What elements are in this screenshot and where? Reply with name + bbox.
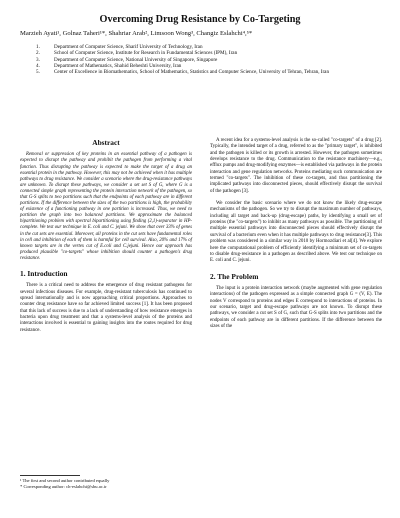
introduction-text: There is a critical need to address the emergence of drug resistant pathogens for several infectious diseases. For example, drug-resistant tuberculosis has continued to spread internationally and is now approaching critical proportions. Approaches to counter drug resistance have so far achieved limited success [1]. It has been proposed that this lack of success is due to a lack of understanding of how resistance emerges in bacteria upon drug treatment and that a systems-level analysis of the proteins and interactions involved is essential to gaining insights into the routes required for drug resistance. bbox=[20, 283, 192, 333]
affiliation-list bbox=[36, 44, 366, 75]
body-paragraph: A recent idea for a systems-level analysis is the so-called "co-targets" of a drug [2]. Typically, the intended target of a drug, referred to as the "primary target", is inhibited and the pathogen is killed or its growth is arrested. However, the pathogen sometimes develops resistance to the drug. Communication to the resistance machinery—e.g., efflux pumps and drug-modifying enzymes—is established via pathways in the protein interaction and gene regulation networks. Proteins mediating such communication are termed "co-targets". The inhibition of these co-targets, and thus partitioning the implicated pathways into disconnected pieces, should effectively disrupt the survival of the pathogen [3]. bbox=[210, 138, 382, 194]
abstract-heading: Abstract bbox=[92, 138, 120, 147]
footnote-divider bbox=[20, 475, 80, 476]
affiliation-item: 2. School of Computer Science, Institute for Research in Fundamental Sciences (IPM), Iran bbox=[36, 50, 238, 57]
affiliation-item: 5. Center of Excellence in Biomathematics, School of Mathematics, Statistics and Computer Science, University of Tehran, Tehran, Iran bbox=[36, 69, 330, 76]
body-paragraph: We consider the basic scenario where we do not know the likely drug-escape mechanisms of the pathogen. So we try to disrupt the maximum number of pathways, including all target and back-up (drug-escape) paths, by identifying a small set of proteins (the "co-targets") to inhibit as many pathways as possible. The partitioning of multiple essential pathways into disconnected pieces should effectively disrupt the survival of a bacterium even when it has multiple pathways to drug resistance[3]. This problem was considered in a similar way in 2010 by Hormozdiari et al[4]. We explore here the computational problem of efficiently identifying a minimum set of co-targets to disable drug-resistance in a pathogen as described above. We test our technique on E. coli and C. jejuni. bbox=[210, 201, 382, 264]
footnote: ¹ The first and second author contributed equally bbox=[20, 478, 110, 483]
affiliation-item: 3. Department of Computer Science, National University of Singapore, Singapore bbox=[36, 56, 218, 63]
problem-text: The input is a protein interaction network (maybe augmented with gene regulation interactions) of the pathogen expressed as a simple connected graph G = (V, E). The nodes V correspond to proteins and edges E correspond to interactions of proteins. In our scenario, target and drug-escape pathways are not known. To disrupt these pathways, we consider a cut set S of G, such that G-S splits into two partitions and the endpoints of each pathway are in different partitions. If the difference between the sizes of the bbox=[210, 285, 382, 329]
abstract-text: Removal or suppression of key proteins in an essential pathway of a pathogen is expected to disrupt the pathway and prohibit the pathogen from performing a vital function. Thus disrupting the pathway is expected to make the target of a drug an essential protein in the pathway. However, this may not be achieved when it has multiple pathways to drug resistance. We consider a scenario where the drug-resistance pathways are unknown. To disrupt these pathways, we consider a set set S of G, where G is a connected simple graph representing the protein interaction network of the pathogen, so that G-S splits to two partitions such that the endpoints of each pathway are in different partitions. If the difference between the sizes of the two partitions is high, the probability of existence of a functioning pathway in one partition is increased. Thus, we need to partition the graph into two balanced partitions. We approximate the balanced bipartitioning problem with spectral bipartitioning using finding (2,1)-separator in HP-complete. We test our technique in E. coli and C. jejuni. We show that over 33% of genes in the cut sets are essential. Moreover, all proteins in the cut sets have fundamental roles in cell and inhibition of each of them is harmful for cell survival. Also, 20% and 17% of known targets are in the vertex cut of E.coli and C.jejuni. Hence our approach has produced plausible "co-targets" whose inhibition should counter a pathogen's drug resistance. bbox=[20, 152, 192, 261]
affiliation-item: 4. Department of Mathematics, Shahid Beheshti University, Iran bbox=[36, 62, 182, 69]
footnote: * Corresponding author: ch-eslahchi@sbu.ac.ir bbox=[20, 483, 107, 489]
paper-title: Overcoming Drug Resistance by Co-Targeting bbox=[99, 14, 301, 25]
footnotes bbox=[20, 478, 192, 489]
problem-heading: 2. The Problem bbox=[210, 271, 259, 281]
author-list: Marzieh Ayati¹, Golnaz Taheri¹*, Shahriar Arab², Limsoon Wong³, Changiz Eslahchi⁴,⁵* bbox=[20, 30, 253, 37]
right-column bbox=[210, 138, 382, 336]
introduction-heading: 1. Introduction bbox=[20, 269, 68, 279]
affiliation-item: 1. Department of Computer Science, Sharif University of Technology, Iran bbox=[36, 44, 203, 50]
left-column bbox=[20, 140, 192, 340]
